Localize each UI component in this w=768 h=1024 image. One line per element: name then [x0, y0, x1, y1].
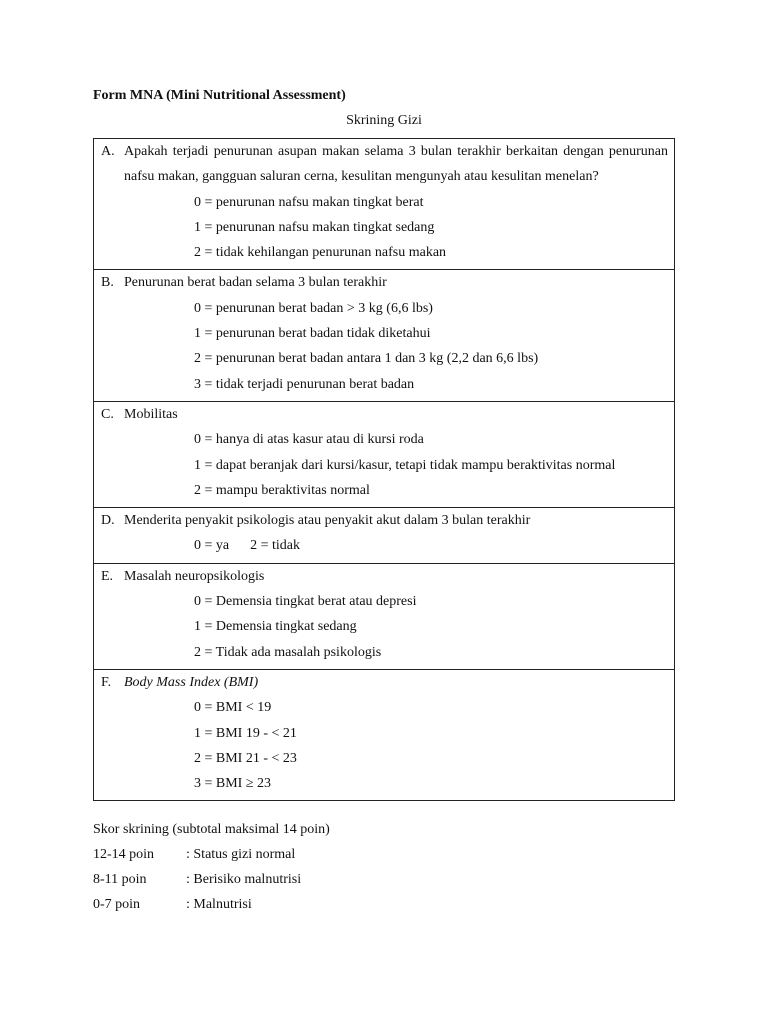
- score-label: : Malnutrisi: [186, 897, 252, 912]
- question-text: Menderita penyakit psikologis atau penyakit akut dalam 3 bulan terakhir: [124, 513, 531, 529]
- question-text: Masalah neuropsikologis: [124, 568, 265, 584]
- question-letter: D.: [101, 513, 115, 529]
- answer-option: 0 = ya 2 = tidak: [194, 538, 300, 554]
- question-cell: [94, 270, 675, 401]
- score-label: : Status gizi normal: [186, 847, 296, 862]
- question-text: Apakah terjadi penurunan asupan makan selama 3 bulan terakhir berkaitan dengan penurunan nafsu makan, gangguan saluran cerna, kesulitan mengunyah atau kesulitan menelan?: [124, 144, 668, 185]
- question-cell: [94, 563, 675, 669]
- question-row-c: [94, 401, 675, 507]
- question-cell: [94, 508, 675, 564]
- question-text: Body Mass Index (BMI): [124, 674, 259, 690]
- question-row-b: [94, 270, 675, 401]
- answer-option: 0 = BMI < 19: [194, 700, 272, 716]
- question-cell: [94, 669, 675, 800]
- question-row-a: [94, 139, 675, 270]
- answer-option: 0 = penurunan nafsu makan tingkat berat: [194, 194, 424, 210]
- answer-option: 1 = penurunan berat badan tidak diketahui: [194, 326, 431, 342]
- answer-option: 3 = BMI ≥ 23: [194, 776, 272, 792]
- question-text: Mobilitas: [124, 406, 178, 422]
- score-range: 12-14 poin: [93, 847, 155, 862]
- score-row: [93, 897, 252, 913]
- answer-option: 2 = Tidak ada masalah psikologis: [194, 644, 382, 660]
- answer-option: 2 = BMI 21 - < 23: [194, 750, 297, 766]
- question-letter: A.: [101, 144, 115, 159]
- form-title: Form MNA (Mini Nutritional Assessment): [93, 88, 346, 103]
- answer-option: 0 = hanya di atas kasur atau di kursi roda: [194, 432, 424, 448]
- answer-option: 3 = tidak terjadi penurunan berat badan: [194, 376, 415, 392]
- answer-option: 0 = penurunan berat badan > 3 kg (6,6 lbs): [194, 300, 433, 316]
- answer-option: 1 = dapat beranjak dari kursi/kasur, tetapi tidak mampu beraktivitas normal: [194, 457, 616, 473]
- question-row-d: [94, 508, 675, 564]
- question-cell: [94, 401, 675, 507]
- answer-option: 2 = tidak kehilangan penurunan nafsu makan: [194, 245, 447, 261]
- score-row: [93, 847, 295, 863]
- question-text: Penurunan berat badan selama 3 bulan terakhir: [124, 275, 387, 291]
- answer-option: 2 = penurunan berat badan antara 1 dan 3 kg (2,2 dan 6,6 lbs): [194, 351, 539, 367]
- score-heading: Skor skrining (subtotal maksimal 14 poin): [93, 822, 330, 837]
- answer-option: 2 = mampu beraktivitas normal: [194, 482, 370, 498]
- answer-option: 1 = penurunan nafsu makan tingkat sedang: [194, 219, 435, 235]
- score-range: 0-7 poin: [93, 897, 141, 912]
- score-range: 8-11 poin: [93, 872, 147, 887]
- mna-questions-table: [93, 138, 675, 801]
- question-cell: [94, 139, 675, 270]
- question-letter: E.: [101, 568, 114, 584]
- score-label: : Berisiko malnutrisi: [186, 872, 302, 887]
- question-letter: B.: [101, 275, 114, 291]
- score-row: [93, 872, 301, 888]
- question-row-f: [94, 669, 675, 800]
- answer-option: 0 = Demensia tingkat berat atau depresi: [194, 594, 417, 610]
- answer-option: 1 = Demensia tingkat sedang: [194, 619, 357, 635]
- question-row-e: [94, 563, 675, 669]
- question-letter: F.: [101, 674, 112, 690]
- answer-option: 1 = BMI 19 - < 21: [194, 725, 297, 741]
- section-subtitle: Skrining Gizi: [346, 113, 422, 128]
- question-letter: C.: [101, 406, 114, 422]
